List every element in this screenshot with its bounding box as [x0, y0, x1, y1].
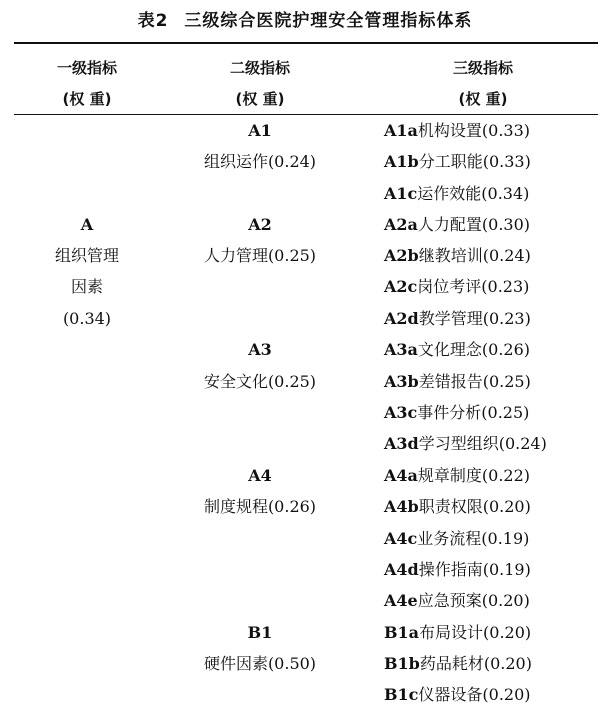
level1-weight: (0.34)	[62, 309, 112, 328]
level2-code: A4	[248, 466, 272, 485]
level3-text: 业务流程(0.19)	[417, 529, 530, 548]
level3-item	[384, 215, 596, 235]
level2-name: 制度规程(0.26)	[203, 497, 317, 516]
level3-text: 岗位考评(0.23)	[417, 277, 530, 296]
level3-code: B1a	[384, 623, 420, 642]
level3-code: B1c	[384, 685, 419, 704]
level2-name: 硬件因素(0.50)	[203, 654, 317, 673]
level1-name-line1: 组织管理	[54, 246, 119, 265]
level3-text: 操作指南(0.19)	[418, 560, 531, 579]
level3-item	[384, 372, 596, 392]
level3-code: A4e	[384, 591, 418, 610]
level3-item	[384, 623, 596, 643]
level3-item	[384, 152, 596, 172]
level3-text: 规章制度(0.22)	[417, 466, 531, 485]
level3-item	[384, 340, 596, 360]
level3-text: 教学管理(0.23)	[418, 309, 531, 328]
level3-text: 运作效能(0.34)	[417, 184, 530, 203]
level2-code: B1	[247, 623, 273, 642]
level3-item	[384, 246, 596, 266]
level3-text: 人力配置(0.30)	[417, 215, 531, 234]
header-level3: 三级指标	[452, 59, 513, 77]
level3-item	[384, 434, 596, 454]
level1-name-line2: 因素	[70, 277, 103, 296]
level3-text: 学习型组织(0.24)	[418, 434, 547, 453]
level3-text: 分工职能(0.33)	[418, 152, 531, 171]
level3-code: A3d	[384, 434, 419, 453]
level3-code: A3a	[384, 340, 418, 359]
level3-code: A3b	[384, 372, 419, 391]
table-title-text: 三级综合医院护理安全管理指标体系	[184, 11, 473, 31]
level3-item	[384, 591, 596, 611]
table-label: 表2	[137, 11, 169, 31]
level3-text: 布局设计(0.20)	[419, 623, 532, 642]
header-level2-weight: (权 重)	[235, 90, 285, 108]
level2-name: 人力管理(0.25)	[203, 246, 317, 265]
level3-code: A1a	[384, 121, 418, 140]
level3-item	[384, 121, 596, 141]
level3-item	[384, 184, 596, 204]
level3-text: 机构设置(0.33)	[417, 121, 531, 140]
header-level1-weight: (权 重)	[62, 90, 112, 108]
level3-text: 文化理念(0.26)	[417, 340, 531, 359]
header-rule	[14, 114, 598, 115]
level3-code: A4c	[384, 529, 418, 548]
level2-code: A1	[248, 121, 272, 140]
level3-text: 职责权限(0.20)	[418, 497, 531, 516]
level3-code: A4a	[384, 466, 418, 485]
level3-text: 应急预案(0.20)	[417, 591, 530, 610]
level3-item	[384, 529, 596, 549]
level3-code: A1b	[384, 152, 419, 171]
level3-item	[384, 654, 596, 674]
level3-item	[384, 466, 596, 486]
level3-item	[384, 685, 596, 705]
level1-code: A	[80, 215, 94, 234]
level3-text: 差错报告(0.25)	[418, 372, 531, 391]
level3-text: 事件分析(0.25)	[417, 403, 530, 422]
level3-code: A2a	[384, 215, 418, 234]
level3-text: 药品耗材(0.20)	[419, 654, 532, 673]
level2-code: A3	[248, 340, 272, 359]
level2-name: 组织运作(0.24)	[203, 152, 317, 171]
level3-code: A2d	[384, 309, 419, 328]
level3-code: A2c	[384, 277, 418, 296]
table-title	[0, 6, 610, 31]
level3-code: A2b	[384, 246, 419, 265]
level3-code: A4d	[384, 560, 419, 579]
header-level2: 二级指标	[229, 59, 290, 77]
header-level3-weight: (权 重)	[458, 90, 508, 108]
level3-item	[384, 277, 596, 297]
level3-text: 仪器设备(0.20)	[418, 685, 531, 704]
level3-text: 继教培训(0.24)	[418, 246, 531, 265]
level3-code: A3c	[384, 403, 418, 422]
level2-name: 安全文化(0.25)	[203, 372, 317, 391]
header-level1: 一级指标	[56, 59, 117, 77]
level3-item	[384, 403, 596, 423]
level3-code: A4b	[384, 497, 419, 516]
level3-code: A1c	[384, 184, 418, 203]
level2-code: A2	[248, 215, 272, 234]
level3-code: B1b	[384, 654, 420, 673]
level3-item	[384, 309, 596, 329]
level3-item	[384, 560, 596, 580]
top-rule	[14, 42, 598, 44]
level3-item	[384, 497, 596, 517]
